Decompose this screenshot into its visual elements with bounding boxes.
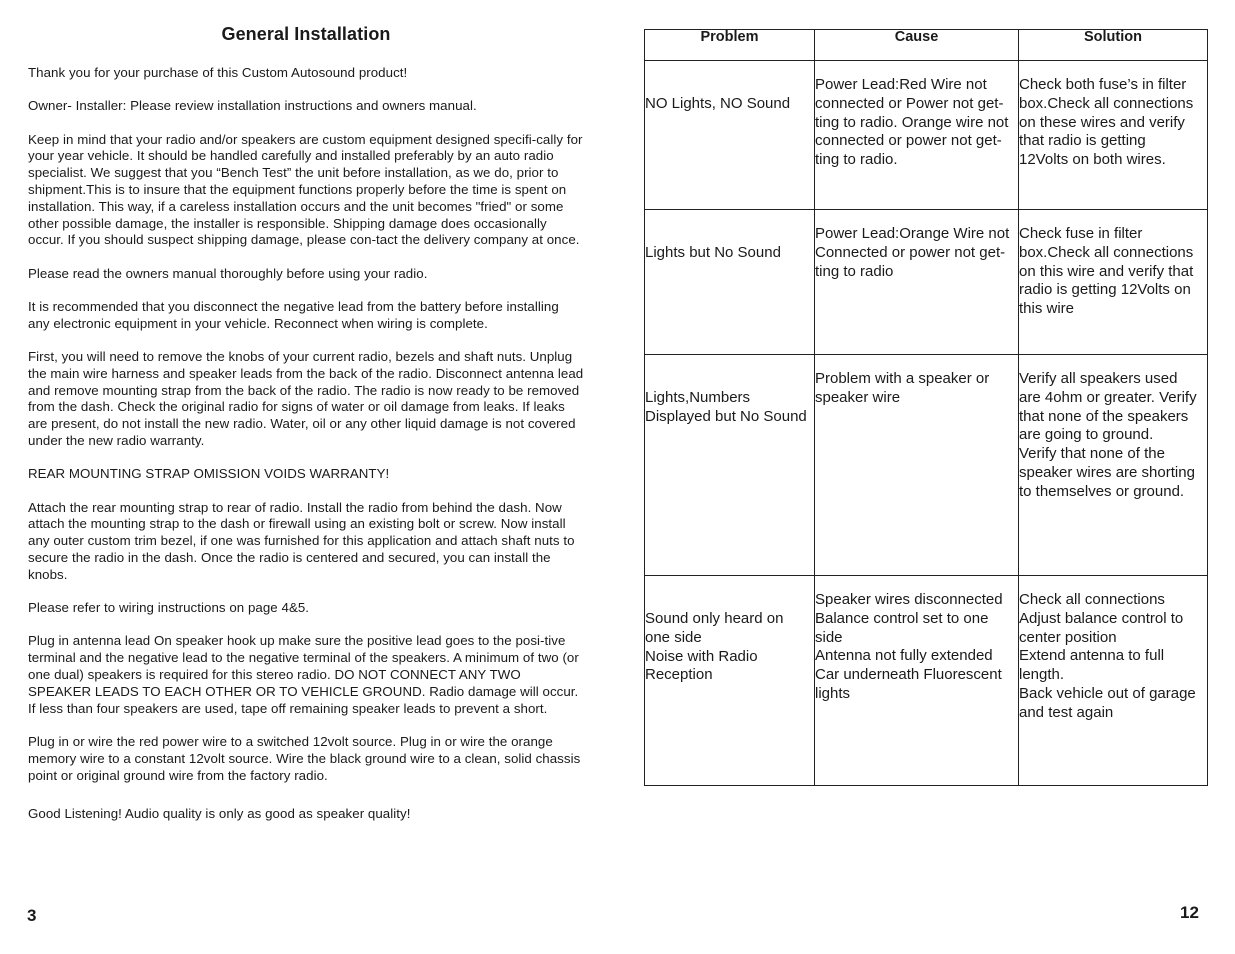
table-header-row bbox=[645, 30, 1208, 61]
paragraph-mounting-strap: Attach the rear mounting strap to rear of radio. Install the radio from behind the dash. Now attach the mounting strap to the dash or firewall using an existing bolt or screw. Now install any outer custom trim bezel, if one was furnished for this application and attach shaft nuts to secure the radio in the dash. Once the radio is centered and secured, you can install the knobs. bbox=[28, 499, 575, 582]
problem-line: Lights but No Sound bbox=[645, 244, 781, 261]
solution-line: length. bbox=[1019, 666, 1065, 684]
cause-cell bbox=[815, 61, 1019, 210]
solution-cell bbox=[1019, 61, 1208, 210]
problem-cell bbox=[645, 576, 815, 786]
problem-cell bbox=[645, 210, 815, 355]
cause-line: ting to radio. bbox=[815, 151, 898, 169]
cause-line: Balance control set to one bbox=[815, 609, 989, 627]
paragraph-warranty-warning: REAR MOUNTING STRAP OMISSION VOIDS WARRANTY! bbox=[28, 466, 390, 482]
cause-line: ting to radio. Orange wire not bbox=[815, 113, 1009, 131]
problem-line: one side bbox=[645, 628, 702, 646]
problem-line: Lights,Numbers bbox=[645, 389, 751, 406]
solution-line: Verify all speakers used bbox=[1019, 370, 1178, 387]
solution-line: are 4ohm or greater. Verify bbox=[1019, 388, 1197, 406]
solution-cell bbox=[1019, 210, 1208, 355]
table-body bbox=[645, 61, 1208, 786]
solution-line: box.Check all connections bbox=[1019, 243, 1194, 261]
solution-line: Check both fuse’s in filter bbox=[1019, 76, 1187, 93]
left-page bbox=[28, 24, 584, 840]
table-row bbox=[645, 210, 1208, 355]
problem-line: NO Lights, NO Sound bbox=[645, 95, 791, 112]
cause-line: connected or power not get- bbox=[815, 132, 1002, 150]
paragraph-disconnect-battery: It is recommended that you disconnect the negative lead from the battery before installing any electronic equipment in your vehicle. Reconnect when wiring is complete. bbox=[28, 298, 559, 331]
paragraph-good-listening: Good Listening! Audio quality is only as good as speaker quality! bbox=[28, 806, 411, 822]
problem-cell bbox=[645, 355, 815, 576]
solution-line: box.Check all connections bbox=[1019, 94, 1194, 112]
header-solution: Solution bbox=[1019, 30, 1208, 61]
solution-line: Check all connections bbox=[1019, 591, 1165, 608]
page-title: General Installation bbox=[221, 24, 391, 44]
solution-line: and test again bbox=[1019, 703, 1114, 721]
solution-cell bbox=[1019, 576, 1208, 786]
troubleshooting-table bbox=[644, 29, 1208, 786]
cause-line: ting to radio bbox=[815, 262, 894, 280]
solution-cell bbox=[1019, 355, 1208, 576]
cause-line: Car underneath Fluorescent bbox=[815, 666, 1002, 684]
cause-cell bbox=[815, 355, 1019, 576]
paragraph-thanks: Thank you for your purchase of this Custom Autosound product! bbox=[28, 65, 408, 80]
cause-line: Problem with a speaker or bbox=[815, 370, 990, 387]
cause-line: speaker wire bbox=[815, 388, 901, 406]
header-cause: Cause bbox=[815, 30, 1019, 61]
solution-line: to themselves or ground. bbox=[1019, 482, 1185, 500]
paragraph-remove-radio: First, you will need to remove the knobs of your current radio, bezels and shaft nuts. Unplug the main wire harness and speaker leads from the back of the radio. Disconnect antenna lead and remove mounting strap from the back of the radio. The radio is now ready to be removed from the dash. Check the original radio for signs of water or oil damage from leaks. If leaks are present, do not install the new radio. Water, oil or any other liquid damage is not covered under the new radio warranty. bbox=[28, 349, 584, 449]
solution-line: speaker wires are shorting bbox=[1019, 463, 1195, 481]
cause-line: lights bbox=[815, 684, 851, 702]
paragraph-read-manual: Please read the owners manual thoroughly before using your radio. bbox=[28, 265, 428, 281]
table-row bbox=[645, 355, 1208, 576]
problem-cell bbox=[645, 61, 815, 210]
solution-line: that radio is getting bbox=[1019, 132, 1146, 150]
problem-line: Reception bbox=[645, 666, 713, 684]
solution-line: radio is getting 12Volts on bbox=[1019, 281, 1191, 299]
problem-line: Noise with Radio bbox=[645, 647, 758, 665]
solution-line: on these wires and verify bbox=[1019, 113, 1185, 131]
cause-line: Connected or power not get- bbox=[815, 243, 1006, 261]
paragraph-review: Owner- Installer: Please review installation instructions and owners manual. bbox=[28, 98, 477, 114]
table-row bbox=[645, 576, 1208, 786]
solution-line: Verify that none of the bbox=[1019, 445, 1165, 463]
cause-line: side bbox=[815, 628, 843, 646]
problem-line: Displayed but No Sound bbox=[645, 407, 807, 425]
cause-cell bbox=[815, 210, 1019, 355]
solution-line: Adjust balance control to bbox=[1019, 609, 1184, 627]
solution-line: that none of the speakers bbox=[1019, 407, 1189, 425]
header-problem: Problem bbox=[645, 30, 815, 61]
solution-line: Back vehicle out of garage bbox=[1019, 684, 1196, 702]
problem-line: Sound only heard on bbox=[645, 610, 784, 627]
solution-line: on this wire and verify that bbox=[1019, 262, 1194, 280]
paragraph-wiring-reference: Please refer to wiring instructions on page 4&5. bbox=[28, 600, 310, 616]
solution-line: 12Volts on both wires. bbox=[1019, 151, 1166, 169]
solution-line: Extend antenna to full bbox=[1019, 647, 1165, 665]
paragraph-bench-test: Keep in mind that your radio and/or speakers are custom equipment designed specifi-cally for your year vehicle. It should be handled carefully and installed preferably by an auto radio specialist. We suggest that you “Bench Test” the unit before installation, as we do, prior to shipment.This is to insure that the equipment functions properly before the time is spent on installation. This way, if a careless installation occurs and the unit becomes "fried" or some other possible damage, the installer is responsible. Shipping damage does occasionally occur. If you should suspect shipping damage, please con-tact the delivery company at once. bbox=[28, 131, 583, 248]
cause-line: Power Lead:Orange Wire not bbox=[815, 225, 1010, 242]
solution-line: Check fuse in filter bbox=[1019, 225, 1143, 242]
cause-line: Speaker wires disconnected bbox=[815, 591, 1003, 608]
solution-line: are going to ground. bbox=[1019, 426, 1154, 444]
paragraph-speaker-hookup: Plug in antenna lead On speaker hook up make sure the positive lead goes to the posi-tive terminal and the negative lead to the negative terminal of the speakers. A minimum of two (or one dual) speakers is required for this stereo radio. DO NOT CONNECT ANY TWO SPEAKER LEADS TO EACH OTHER OR TO VEHICLE GROUND. Radio damage will occur. If less than four speakers are used, tape off remaining speaker leads to prevent a short. bbox=[28, 633, 579, 716]
solution-line: this wire bbox=[1019, 300, 1075, 318]
cause-cell bbox=[815, 576, 1019, 786]
cause-line: Antenna not fully extended bbox=[815, 647, 993, 665]
paragraph-power-wires: Plug in or wire the red power wire to a switched 12volt source. Plug in or wire the orange memory wire to a constant 12volt source. Wire the black ground wire to a clean, solid chassis point or original ground wire from the factory radio. bbox=[28, 733, 581, 783]
cause-line: Power Lead:Red Wire not bbox=[815, 76, 987, 93]
page-number-left: 3 bbox=[27, 906, 37, 925]
solution-line: center position bbox=[1019, 628, 1117, 646]
cause-line: connected or Power not get- bbox=[815, 94, 1004, 112]
page-number-right: 12 bbox=[1180, 903, 1199, 922]
table-row bbox=[645, 61, 1208, 210]
